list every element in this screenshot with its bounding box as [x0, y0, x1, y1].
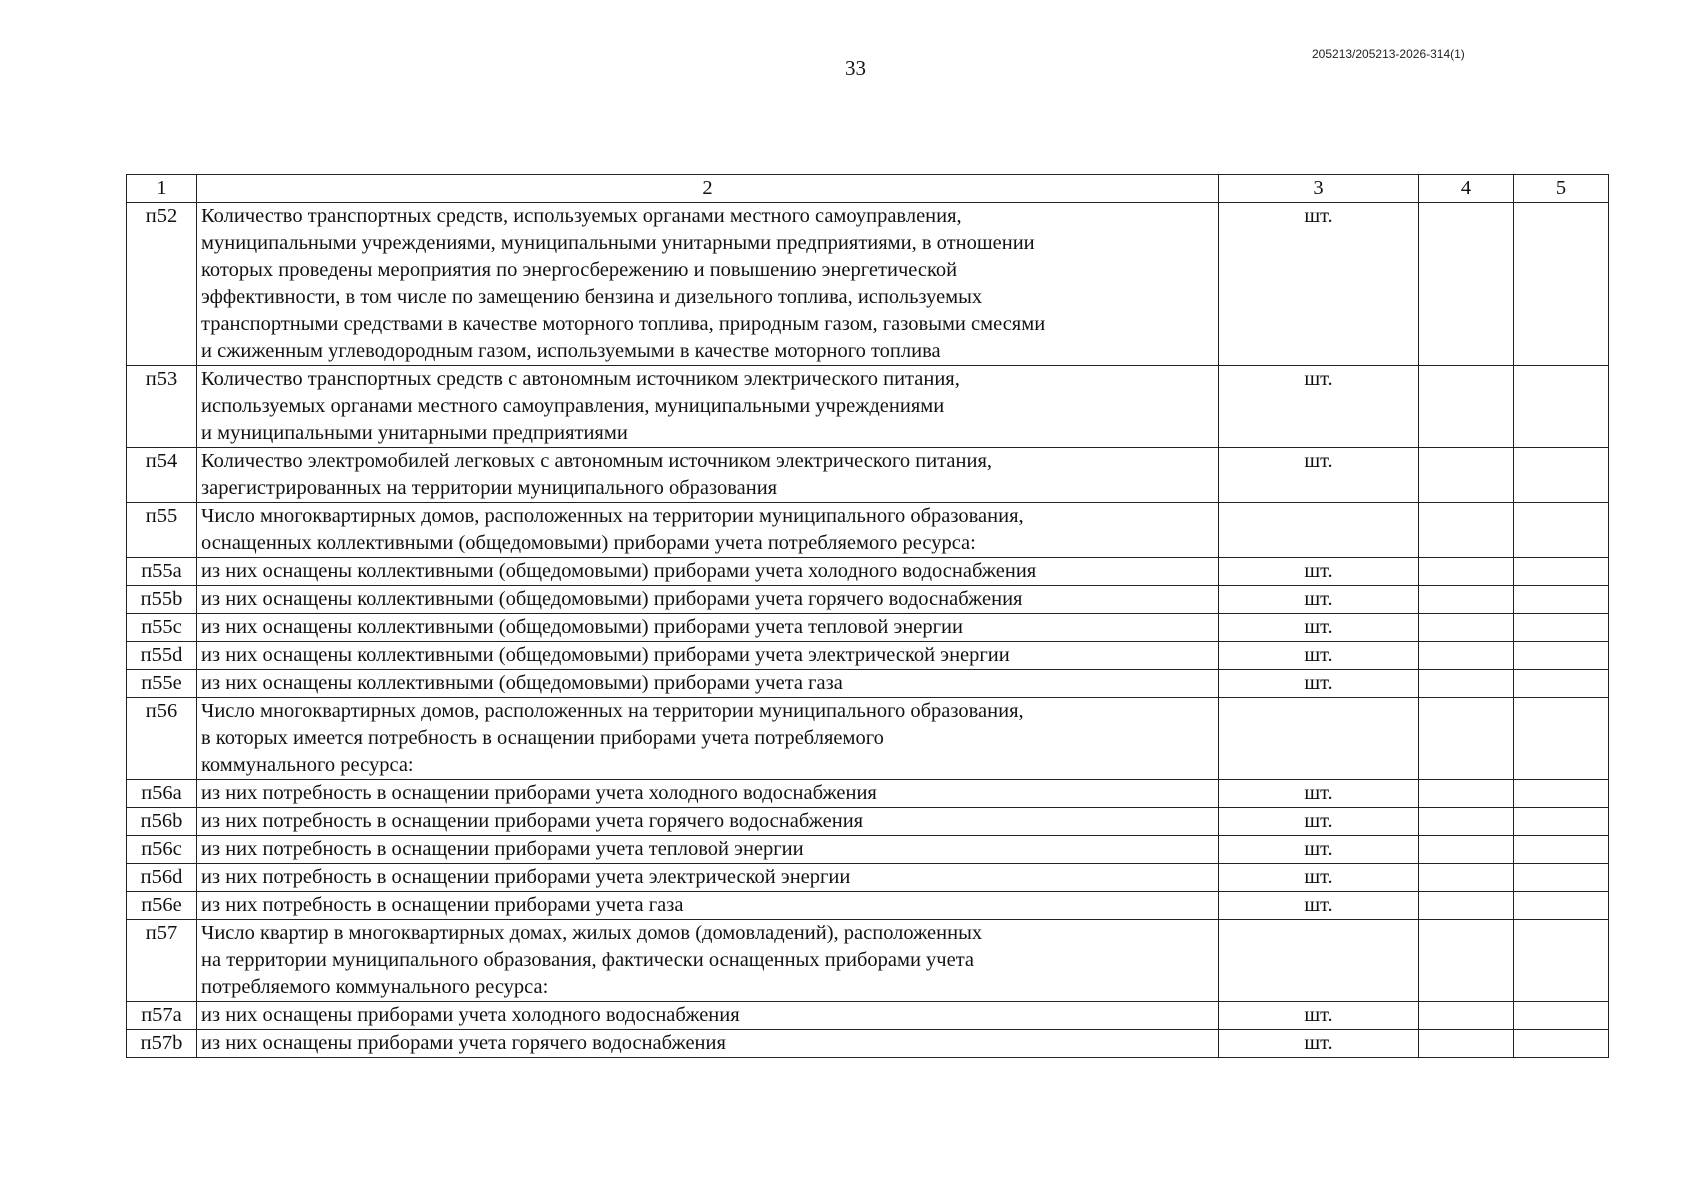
description-line: из них оснащены приборами учета холодного водоснабжения	[201, 1004, 740, 1026]
description-line: из них потребность в оснащении приборами учета тепловой энергии	[201, 838, 804, 860]
description-line: из них потребность в оснащении приборами учета газа	[201, 894, 684, 916]
value-cell-col4	[1419, 670, 1514, 698]
row-number-cell: п55a	[127, 558, 197, 586]
indicators-table	[126, 174, 1609, 1058]
indicator-description-cell	[197, 836, 1219, 864]
description-line: из них оснащены коллективными (общедомовыми) приборами учета холодного водоснабжения	[201, 560, 1037, 582]
value-cell-col4	[1419, 642, 1514, 670]
table-row	[127, 448, 1609, 503]
description-line: и муниципальными унитарными предприятиями	[201, 422, 628, 444]
row-number-cell: п55	[127, 503, 197, 558]
indicator-description-cell	[197, 864, 1219, 892]
description-line: Количество транспортных средств, используемых органами местного самоуправления,	[201, 205, 962, 227]
value-cell-col5	[1514, 366, 1609, 448]
unit-cell: шт.	[1219, 642, 1419, 670]
description-line: Количество электромобилей легковых с автономным источником электрического питания,	[201, 450, 993, 472]
value-cell-col5	[1514, 892, 1609, 920]
value-cell-col5	[1514, 698, 1609, 780]
description-line: из них оснащены приборами учета горячего водоснабжения	[201, 1032, 726, 1054]
indicator-description-cell	[197, 448, 1219, 503]
row-number-cell: п57a	[127, 1002, 197, 1030]
value-cell-col5	[1514, 1030, 1609, 1058]
row-number-cell: п56a	[127, 780, 197, 808]
indicator-description-cell	[197, 586, 1219, 614]
document-id: 205213/205213-2026-314(1)	[1312, 47, 1465, 61]
value-cell-col4	[1419, 892, 1514, 920]
table-row	[127, 698, 1609, 780]
table-row	[127, 1002, 1609, 1030]
table-row	[127, 614, 1609, 642]
value-cell-col5	[1514, 920, 1609, 1002]
indicator-description-cell	[197, 1002, 1219, 1030]
indicator-description-cell	[197, 558, 1219, 586]
value-cell-col5	[1514, 836, 1609, 864]
value-cell-col5	[1514, 586, 1609, 614]
value-cell-col5	[1514, 808, 1609, 836]
indicator-description-cell	[197, 920, 1219, 1002]
row-number-cell: п56d	[127, 864, 197, 892]
value-cell-col5	[1514, 864, 1609, 892]
value-cell-col4	[1419, 1030, 1514, 1058]
description-line: Количество транспортных средств с автономным источником электрического питания,	[201, 368, 960, 390]
table-row	[127, 203, 1609, 366]
value-cell-col4	[1419, 698, 1514, 780]
description-line: Число многоквартирных домов, расположенных на территории муниципального образования,	[201, 505, 1024, 527]
table-row	[127, 503, 1609, 558]
row-number-cell: п54	[127, 448, 197, 503]
row-number-cell: п56e	[127, 892, 197, 920]
table-row	[127, 586, 1609, 614]
row-number-cell: п55c	[127, 614, 197, 642]
value-cell-col4	[1419, 558, 1514, 586]
row-number-cell: п52	[127, 203, 197, 366]
table-row	[127, 558, 1609, 586]
table-row	[127, 366, 1609, 448]
description-line: коммунального ресурса:	[201, 754, 414, 776]
description-line: потребляемого коммунального ресурса:	[201, 976, 549, 998]
table-row	[127, 920, 1609, 1002]
value-cell-col5	[1514, 503, 1609, 558]
table-row	[127, 808, 1609, 836]
indicator-description-cell	[197, 892, 1219, 920]
value-cell-col4	[1419, 808, 1514, 836]
row-number-cell: п55b	[127, 586, 197, 614]
unit-cell	[1219, 503, 1419, 558]
indicator-description-cell	[197, 203, 1219, 366]
description-line: Число многоквартирных домов, расположенных на территории муниципального образования,	[201, 700, 1024, 722]
unit-cell: шт.	[1219, 586, 1419, 614]
value-cell-col4	[1419, 836, 1514, 864]
unit-cell: шт.	[1219, 203, 1419, 366]
unit-cell: шт.	[1219, 670, 1419, 698]
unit-cell	[1219, 920, 1419, 1002]
description-line: Число квартир в многоквартирных домах, жилых домов (домовладений), расположенных	[201, 922, 983, 944]
column-header: 2	[197, 175, 1219, 203]
description-line: и сжиженным углеводородным газом, используемыми в качестве моторного топлива	[201, 340, 941, 362]
row-number-cell: п53	[127, 366, 197, 448]
unit-cell	[1219, 698, 1419, 780]
table-header-row	[127, 175, 1609, 203]
unit-cell: шт.	[1219, 836, 1419, 864]
value-cell-col5	[1514, 780, 1609, 808]
value-cell-col4	[1419, 586, 1514, 614]
description-line: из них потребность в оснащении приборами учета холодного водоснабжения	[201, 782, 877, 804]
indicator-description-cell	[197, 808, 1219, 836]
table-row	[127, 1030, 1609, 1058]
value-cell-col4	[1419, 920, 1514, 1002]
description-line: из них потребность в оснащении приборами учета электрической энергии	[201, 866, 851, 888]
column-header: 3	[1219, 175, 1419, 203]
column-header: 1	[127, 175, 197, 203]
table-row	[127, 642, 1609, 670]
indicator-description-cell	[197, 642, 1219, 670]
description-line: в которых имеется потребность в оснащении приборами учета потребляемого	[201, 727, 884, 749]
row-number-cell: п57	[127, 920, 197, 1002]
column-header: 4	[1419, 175, 1514, 203]
value-cell-col4	[1419, 448, 1514, 503]
indicator-description-cell	[197, 503, 1219, 558]
row-number-cell: п56b	[127, 808, 197, 836]
indicator-description-cell	[197, 698, 1219, 780]
value-cell-col5	[1514, 642, 1609, 670]
unit-cell: шт.	[1219, 1030, 1419, 1058]
unit-cell: шт.	[1219, 780, 1419, 808]
indicator-description-cell	[197, 780, 1219, 808]
unit-cell: шт.	[1219, 448, 1419, 503]
value-cell-col5	[1514, 614, 1609, 642]
value-cell-col5	[1514, 558, 1609, 586]
description-line: которых проведены мероприятия по энергосбережению и повышению энергетической	[201, 259, 958, 281]
value-cell-col5	[1514, 670, 1609, 698]
unit-cell: шт.	[1219, 808, 1419, 836]
indicator-description-cell	[197, 1030, 1219, 1058]
row-number-cell: п55e	[127, 670, 197, 698]
description-line: на территории муниципального образования, фактически оснащенных приборами учета	[201, 949, 975, 971]
description-line: из них оснащены коллективными (общедомовыми) приборами учета тепловой энергии	[201, 616, 963, 638]
description-line: эффективности, в том числе по замещению бензина и дизельного топлива, используемых	[201, 286, 983, 308]
row-number-cell: п55d	[127, 642, 197, 670]
row-number-cell: п56	[127, 698, 197, 780]
description-line: оснащенных коллективными (общедомовыми) приборами учета потребляемого ресурса:	[201, 532, 976, 554]
value-cell-col4	[1419, 864, 1514, 892]
row-number-cell: п57b	[127, 1030, 197, 1058]
table-row	[127, 780, 1609, 808]
description-line: из них потребность в оснащении приборами учета горячего водоснабжения	[201, 810, 864, 832]
indicator-description-cell	[197, 670, 1219, 698]
indicator-description-cell	[197, 366, 1219, 448]
row-number-cell: п56c	[127, 836, 197, 864]
description-line: транспортными средствами в качестве моторного топлива, природным газом, газовыми смесями	[201, 313, 1046, 335]
value-cell-col4	[1419, 614, 1514, 642]
column-header: 5	[1514, 175, 1609, 203]
unit-cell: шт.	[1219, 892, 1419, 920]
indicator-description-cell	[197, 614, 1219, 642]
unit-cell: шт.	[1219, 366, 1419, 448]
unit-cell: шт.	[1219, 864, 1419, 892]
unit-cell: шт.	[1219, 558, 1419, 586]
value-cell-col4	[1419, 1002, 1514, 1030]
table-row	[127, 836, 1609, 864]
description-line: зарегистрированных на территории муниципального образования	[201, 477, 778, 499]
value-cell-col5	[1514, 1002, 1609, 1030]
value-cell-col4	[1419, 203, 1514, 366]
value-cell-col4	[1419, 780, 1514, 808]
unit-cell: шт.	[1219, 1002, 1419, 1030]
description-line: используемых органами местного самоуправления, муниципальными учреждениями	[201, 395, 945, 417]
value-cell-col5	[1514, 448, 1609, 503]
value-cell-col5	[1514, 203, 1609, 366]
table-row	[127, 670, 1609, 698]
description-line: муниципальными учреждениями, муниципальными унитарными предприятиями, в отношении	[201, 232, 1035, 254]
table-row	[127, 892, 1609, 920]
value-cell-col4	[1419, 503, 1514, 558]
description-line: из них оснащены коллективными (общедомовыми) приборами учета электрической энергии	[201, 644, 1010, 666]
table-row	[127, 864, 1609, 892]
unit-cell: шт.	[1219, 614, 1419, 642]
page-number: 33	[845, 56, 866, 80]
description-line: из них оснащены коллективными (общедомовыми) приборами учета горячего водоснабжения	[201, 588, 1023, 610]
description-line: из них оснащены коллективными (общедомовыми) приборами учета газа	[201, 672, 843, 694]
value-cell-col4	[1419, 366, 1514, 448]
